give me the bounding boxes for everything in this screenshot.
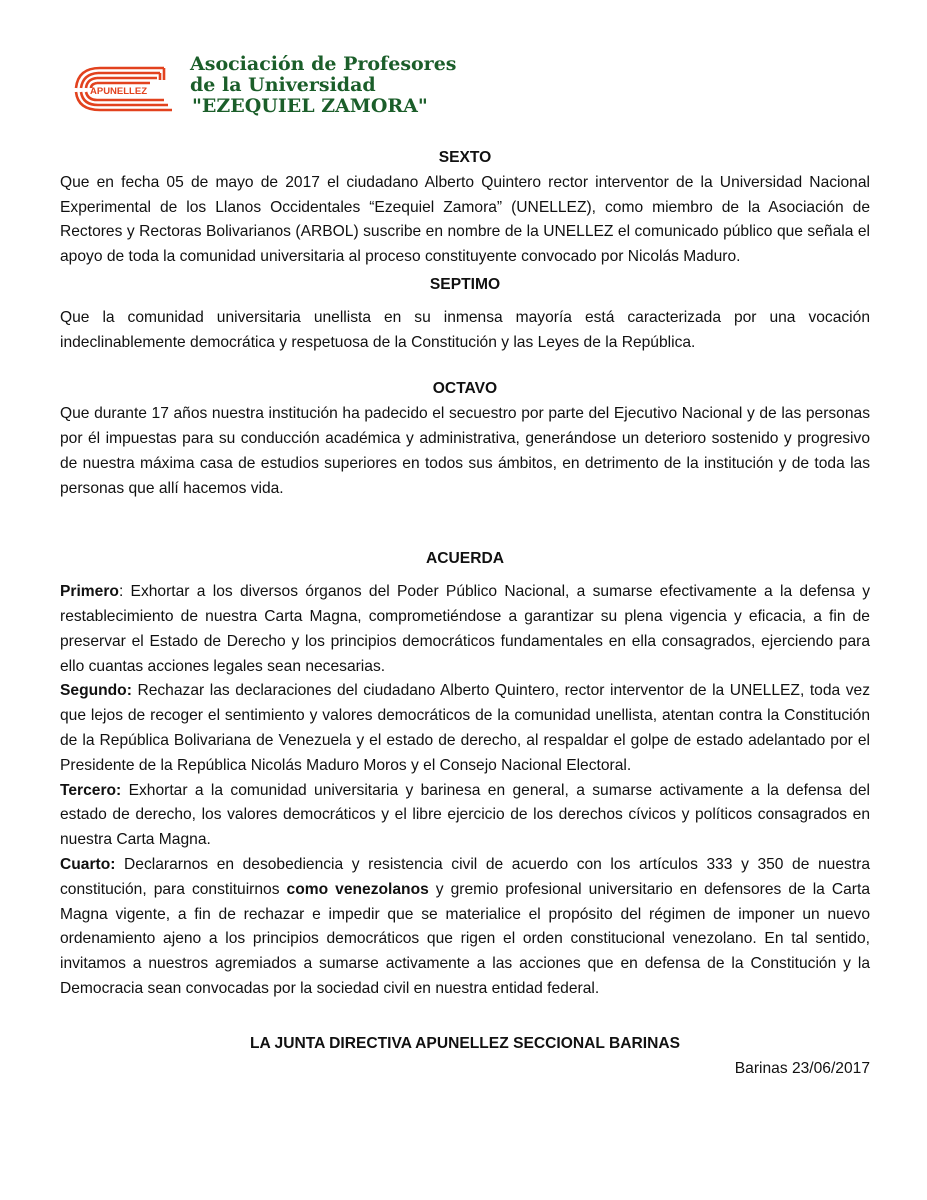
resolution-segundo bbox=[60, 679, 870, 778]
resolution-cuarto bbox=[60, 853, 870, 1002]
association-line-2: de la Universidad bbox=[190, 74, 376, 96]
association-line-3: "EZEQUIEL ZAMORA" bbox=[192, 95, 428, 117]
paragraph-sexto: Que en fecha 05 de mayo de 2017 el ciudadano Alberto Quintero rector interventor de la Universidad Nacional Experimental de los Llanos Occidentales “Ezequiel Zamora” (UNELLEZ), como miembro de la Asociación de Rectores y Rectoras Bolivarianos (ARBOL) suscribe en nombre de la UNELLEZ el comunicado público que señala el apoyo de toda la comunidad universitaria al proceso constituyente convocado por Nicolás Maduro. bbox=[60, 173, 870, 266]
logo-text: APUNELLEZ bbox=[90, 86, 147, 97]
date: Barinas 23/06/2017 bbox=[734, 1059, 870, 1077]
letterhead bbox=[60, 50, 480, 130]
resolution-label: Primero bbox=[60, 583, 119, 601]
heading-septimo: SEPTIMO bbox=[429, 275, 501, 293]
apunellez-logo bbox=[60, 58, 185, 120]
signature: LA JUNTA DIRECTIVA APUNELLEZ SECCIONAL BARINAS bbox=[250, 1034, 680, 1052]
resolution-text: Declararnos en desobediencia y resistencia civil de acuerdo con los artículos 333 y 350 de nuestra constitución, para constituirnos bbox=[60, 855, 870, 898]
resolution-text: Exhortar a la comunidad universitaria y barinesa en general, a sumarse activamente a la defensa del estado de derecho, los valores democráticos y el libre ejercicio de los derechos cívicos y políticos consagrados en nuestra Carta Magna. bbox=[60, 781, 870, 849]
document-body bbox=[60, 146, 870, 1081]
heading-octavo: OCTAVO bbox=[432, 380, 498, 398]
resolution-label: Cuarto: bbox=[60, 855, 116, 873]
resolution-label: Tercero: bbox=[60, 781, 122, 799]
paragraph-octavo: Que durante 17 años nuestra institución ha padecido el secuestro por parte del Ejecutivo Nacional y de las personas por él impuestas para su conducción académica y administrativa, generándose un deterioro sostenido y progresivo de nuestra máxima casa de estudios superiores en todos sus ámbitos, en detrimento de la institución y de toda las personas que allí hacemos vida. bbox=[60, 405, 870, 497]
association-line-1: Asociación de Profesores bbox=[190, 53, 457, 75]
resolution-label: Segundo: bbox=[60, 682, 132, 700]
heading-sexto: SEXTO bbox=[438, 149, 492, 166]
resolution-emphasis: como venezolanos bbox=[286, 880, 429, 898]
resolution-text: : Exhortar a los diversos órganos del Poder Público Nacional, a sumarse efectivamente a la defensa y restablecimiento de nuestra Carta Magna, comprometiéndose a garantizar su plena vigencia y eficacia, a fin de preservar el Estado de Derecho y los principios democráticos fundamentales en ella consagrados, ejerciendo para ello cuantas acciones legales sean necesarias. bbox=[60, 583, 870, 675]
resolution-primero bbox=[60, 580, 870, 679]
resolution-text: y gremio profesional universitario en defensores de la Carta Magna vigente, a fin de rechazar e impedir que se materialice el propósito del régimen de imponer un nuevo ordenamiento ajeno a los principios democráticos que rigen el orden constitucional venezolano. En tal sentido, invitamos a nuestros agremiados a sumarse activamente a las acciones que en defensa de la Constitución y la Democracia sean convocadas por la sociedad civil en nuestra entidad federal. bbox=[60, 880, 871, 997]
association-name bbox=[190, 54, 456, 117]
resolution-tercero bbox=[60, 779, 870, 853]
heading-acuerda: ACUERDA bbox=[426, 550, 504, 568]
resolution-text: Rechazar las declaraciones del ciudadano Alberto Quintero, rector interventor de la UNELLEZ, toda vez que lejos de recoger el sentimiento y valores democráticos de la comunidad unellista, atentan contra la Constitución de la República Bolivariana de Venezuela y el estado de derecho, al respaldar el golpe de estado adelantado por el Presidente de la República Nicolás Maduro Moros y el Consejo Nacional Electoral. bbox=[60, 682, 870, 774]
paragraph-septimo: Que la comunidad universitaria unellista en su inmensa mayoría está caracterizada por una vocación indeclinablemente democrática y respetuosa de la Constitución y las Leyes de la República. bbox=[60, 308, 870, 351]
